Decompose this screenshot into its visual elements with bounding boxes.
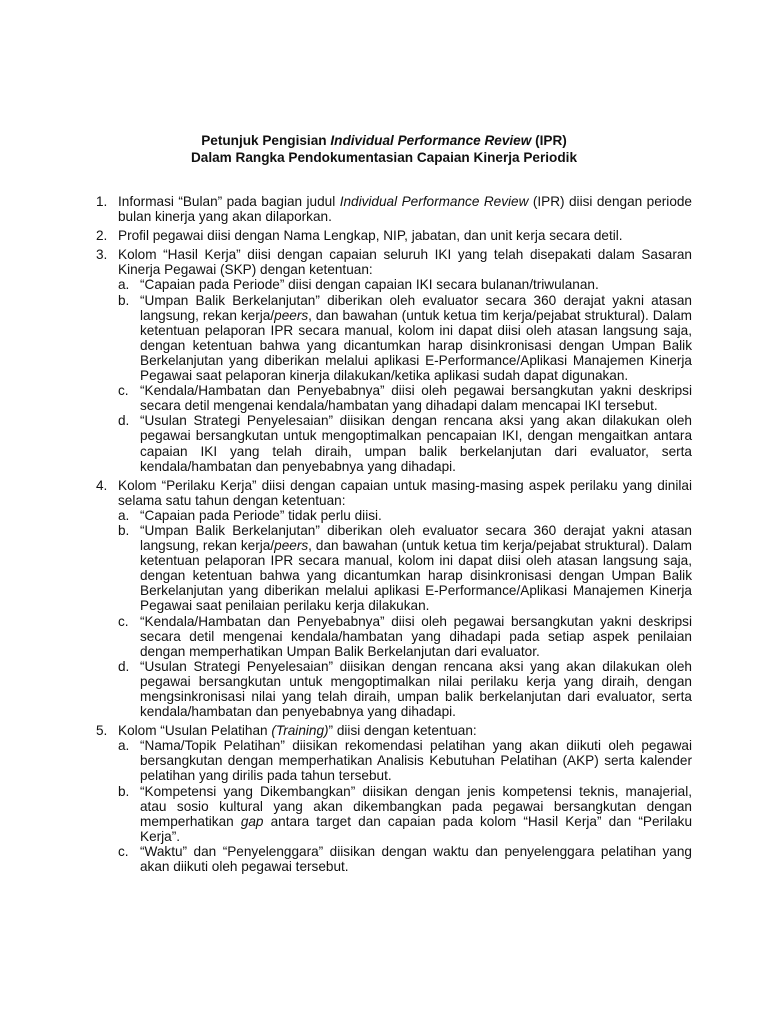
sub-item-a <box>118 738 692 783</box>
sub-item-letter: d. <box>118 658 130 674</box>
sub-list <box>118 738 692 874</box>
list-item-2 <box>96 228 692 243</box>
sub-item-text: “Kendala/Hambatan dan Penyebabnya” diisi oleh pegawai bersangkutan yakni deskripsi secara detil mengenai kendala/hambatan yang dihadapi dalam mencapai IKI tersebut. <box>140 383 692 414</box>
list-item-3 <box>96 247 692 473</box>
sub-item-b <box>118 293 692 384</box>
sub-item-letter: b. <box>118 522 130 538</box>
title-line-1: Petunjuk Pengisian Individual Performance Review (IPR) <box>201 133 567 148</box>
sub-list <box>118 277 692 473</box>
list-item-4 <box>96 478 692 720</box>
sub-item-text: “Nama/Topik Pelatihan” diisikan rekomendasi pelatihan yang akan diikuti oleh pegawai bersangkutan dengan memperhatikan Analisis Kebutuhan Pelatihan (AKP) serta kalender pelatihan yang dirilis pada tahun tersebut. <box>140 738 692 784</box>
item-text: Profil pegawai diisi dengan Nama Lengkap, NIP, jabatan, dan unit kerja secara detil. <box>118 228 623 244</box>
sub-item-letter: c. <box>118 613 129 629</box>
item-number: 5. <box>96 723 108 739</box>
sub-item-letter: c. <box>118 383 129 399</box>
sub-item-text: “Waktu” dan “Penyelenggara” diisikan dengan waktu dan penyelenggara pelatihan yang akan diikuti oleh pegawai tersebut. <box>140 843 692 875</box>
item-number: 2. <box>96 228 108 244</box>
sub-item-text: “Usulan Strategi Penyelesaian” diisikan dengan rencana aksi yang akan dilakukan oleh pegawai bersangkutan untuk mengoptimalkan nilai perilaku kerja yang diraih, dengan mengsinkronisasi nilai yang telah diraih, umpan balik berkelanjutan dari evaluator, serta kendala/hambatan dan penyebabnya yang dihadapi. <box>140 658 692 720</box>
sub-list <box>118 508 692 719</box>
title-line-2: Dalam Rangka Pendokumentasian Capaian Kinerja Periodik <box>190 150 578 165</box>
sub-item-letter: a. <box>118 507 130 523</box>
list-item-1 <box>96 194 692 224</box>
sub-item-c <box>118 383 692 413</box>
sub-item-a <box>118 508 692 523</box>
document-title <box>0 132 768 166</box>
sub-item-text: “Umpan Balik Berkelanjutan” diberikan oleh evaluator secara 360 derajat yakni atasan langsung, rekan kerja/peers, dan bawahan (untuk ketua tim kerja/pejabat struktural). Dalam ketentuan pelaporan IPR secara manual, kolom ini dapat diisi oleh atasan langsung saja, dengan ketentuan bahwa yang dicantumkan harap disinkronisasi dengan Umpan Balik Berkelanjutan yang diberikan melalui aplikasi E-Performance/Aplikasi Manajemen Kinerja Pegawai saat pelaporan kinerja dilakukan/ketika aplikasi sudah dapat digunakan. <box>140 292 692 384</box>
sub-item-a <box>118 277 692 292</box>
sub-item-text: “Capaian pada Periode” tidak perlu diisi. <box>140 507 382 523</box>
item-text: Informasi “Bulan” pada bagian judul Individual Performance Review (IPR) diisi dengan periode bulan kinerja yang akan dilaporkan. <box>118 194 692 225</box>
sub-item-letter: a. <box>118 277 130 293</box>
sub-item-letter: b. <box>118 783 130 799</box>
item-text: Kolom “Usulan Pelatihan (Training)” diisi dengan ketentuan: <box>118 723 477 739</box>
sub-item-letter: c. <box>118 843 129 859</box>
sub-item-b <box>118 784 692 844</box>
item-number: 1. <box>96 194 108 209</box>
sub-item-text: “Kompetensi yang Dikembangkan” diisikan dengan jenis kompetensi teknis, manajerial, atau sosio kultural yang akan dikembangkan pada pegawai bersangkutan dengan memperhatikan gap antara target dan capaian pada kolom “Hasil Kerja” dan “Perilaku Kerja”. <box>140 783 693 844</box>
sub-item-letter: b. <box>118 292 130 308</box>
item-text: Kolom “Perilaku Kerja” diisi dengan capaian untuk masing-masing aspek perilaku yang dinilai selama satu tahun dengan ketentuan: <box>118 477 692 508</box>
item-number: 3. <box>96 247 108 263</box>
sub-item-b <box>118 523 692 614</box>
sub-item-text: “Kendala/Hambatan dan Penyebabnya” diisi oleh pegawai bersangkutan yakni deskripsi secara detil mengenai kendala/hambatan yang dihadapi pada setiap aspek penilaian dengan memperhatikan Umpan Balik Berkelanjutan dari evaluator. <box>140 613 692 659</box>
sub-item-letter: a. <box>118 738 130 754</box>
item-text: Kolom “Hasil Kerja” diisi dengan capaian seluruh IKI yang telah disepakati dalam Sasaran Kinerja Pegawai (SKP) dengan ketentuan: <box>118 247 692 278</box>
list-item-5 <box>96 723 692 874</box>
sub-item-text: “Capaian pada Periode” diisi dengan capaian IKI secara bulanan/triwulanan. <box>140 277 599 293</box>
instruction-list <box>96 194 692 878</box>
sub-item-c <box>118 844 692 874</box>
sub-item-d <box>118 659 692 719</box>
sub-item-text: “Usulan Strategi Penyelesaian” diisikan dengan rencana aksi yang akan dilakukan oleh pegawai bersangkutan untuk mengoptimalkan pencapaian IKI, dengan mengaitkan antara capaian IKI yang telah diraih, umpan balik berkelanjutan dari evaluator, serta kendala/hambatan dan penyebabnya yang dihadapi. <box>140 413 692 474</box>
sub-item-text: “Umpan Balik Berkelanjutan” diberikan oleh evaluator secara 360 derajat yakni atasan langsung, rekan kerja/peers, dan bawahan (untuk ketua tim kerja/pejabat struktural). Dalam ketentuan pelaporan IPR secara manual, kolom ini dapat diisi oleh atasan langsung saja, dengan ketentuan bahwa yang dicantumkan harap disinkronisasi dengan Umpan Balik Berkelanjutan yang diberikan melalui aplikasi E-Performance/Aplikasi Manajemen Kinerja Pegawai saat penilaian perilaku kerja dilakukan. <box>140 522 692 614</box>
item-number: 4. <box>96 477 108 493</box>
sub-item-letter: d. <box>118 413 130 429</box>
sub-item-d <box>118 413 692 473</box>
sub-item-c <box>118 614 692 659</box>
